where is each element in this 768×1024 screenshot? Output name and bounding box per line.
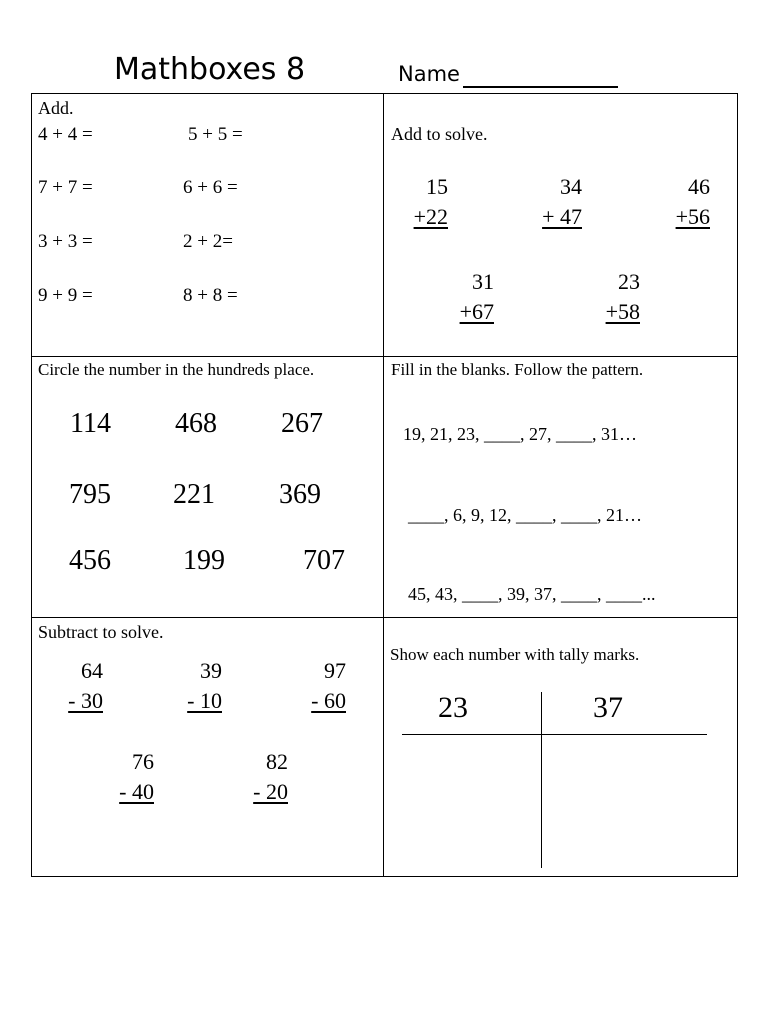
worksheet-title: Mathboxes 8 [114, 52, 306, 87]
grid-divider-row-2 [31, 617, 738, 618]
add-equation: 5 + 5 = [188, 124, 243, 145]
box-tally-title: Show each number with tally marks. [390, 645, 640, 664]
box-hundreds-place-title: Circle the number in the hundreds place. [38, 360, 315, 379]
addition-problem [460, 267, 494, 327]
subtraction-problem [119, 747, 154, 807]
box-add-title: Add. [38, 98, 74, 118]
subtraction-problem [253, 747, 288, 807]
problem-top: 64 [81, 658, 103, 683]
add-equation: 2 + 2= [183, 231, 233, 252]
hundreds-number: 468 [175, 408, 217, 439]
hundreds-number: 795 [69, 479, 111, 510]
hundreds-number: 456 [69, 545, 111, 576]
name-label: Name [398, 62, 460, 86]
problem-top: 76 [132, 749, 154, 774]
problem-bottom: - 40 [119, 779, 154, 804]
grid-vertical-divider [383, 93, 384, 877]
hundreds-number: 267 [281, 408, 323, 439]
grid-divider-row-1 [31, 356, 738, 357]
problem-bottom: - 20 [253, 779, 288, 804]
box-pattern-title: Fill in the blanks. Follow the pattern. [391, 360, 644, 379]
subtraction-problem [311, 656, 346, 716]
hundreds-number: 199 [183, 545, 225, 576]
addition-problem [542, 172, 582, 232]
problem-bottom: +22 [413, 204, 448, 229]
add-equation: 8 + 8 = [183, 285, 238, 306]
pattern-row: ____, 6, 9, 12, ____, ____, 21… [408, 505, 642, 525]
problem-top: 97 [324, 658, 346, 683]
add-equation: 6 + 6 = [183, 177, 238, 198]
problem-top: 82 [266, 749, 288, 774]
box-add-to-solve-title: Add to solve. [391, 124, 488, 144]
tally-table-header-line [402, 734, 707, 735]
problem-top: 34 [560, 174, 582, 199]
hundreds-number: 369 [279, 479, 321, 510]
hundreds-number: 707 [303, 545, 345, 576]
problem-top: 46 [688, 174, 710, 199]
hundreds-number: 221 [173, 479, 215, 510]
addition-problem [414, 172, 448, 232]
problem-top: 31 [472, 269, 494, 294]
add-equation: 9 + 9 = [38, 285, 93, 306]
pattern-row: 19, 21, 23, ____, 27, ____, 31… [403, 424, 637, 444]
problem-top: 23 [618, 269, 640, 294]
problem-bottom: + 47 [542, 204, 582, 229]
problem-bottom: - 10 [187, 688, 222, 713]
tally-number: 23 [438, 691, 468, 724]
pattern-row: 45, 43, ____, 39, 37, ____, ____... [408, 584, 656, 604]
problem-bottom: +58 [605, 299, 640, 324]
addition-problem [676, 172, 710, 232]
add-equation: 3 + 3 = [38, 231, 93, 252]
subtraction-problem [68, 656, 103, 716]
hundreds-number: 114 [70, 408, 111, 439]
tally-table-divider [541, 692, 542, 868]
add-equation: 4 + 4 = [38, 124, 93, 145]
problem-top: 39 [200, 658, 222, 683]
add-equation: 7 + 7 = [38, 177, 93, 198]
problem-top: 15 [426, 174, 448, 199]
tally-number: 37 [593, 691, 623, 724]
subtraction-problem [187, 656, 222, 716]
problem-bottom: +56 [675, 204, 710, 229]
problem-bottom: +67 [459, 299, 494, 324]
problem-bottom: - 30 [68, 688, 103, 713]
addition-problem [606, 267, 640, 327]
name-blank-line [463, 86, 618, 88]
problem-bottom: - 60 [311, 688, 346, 713]
box-subtract-title: Subtract to solve. [38, 622, 164, 642]
